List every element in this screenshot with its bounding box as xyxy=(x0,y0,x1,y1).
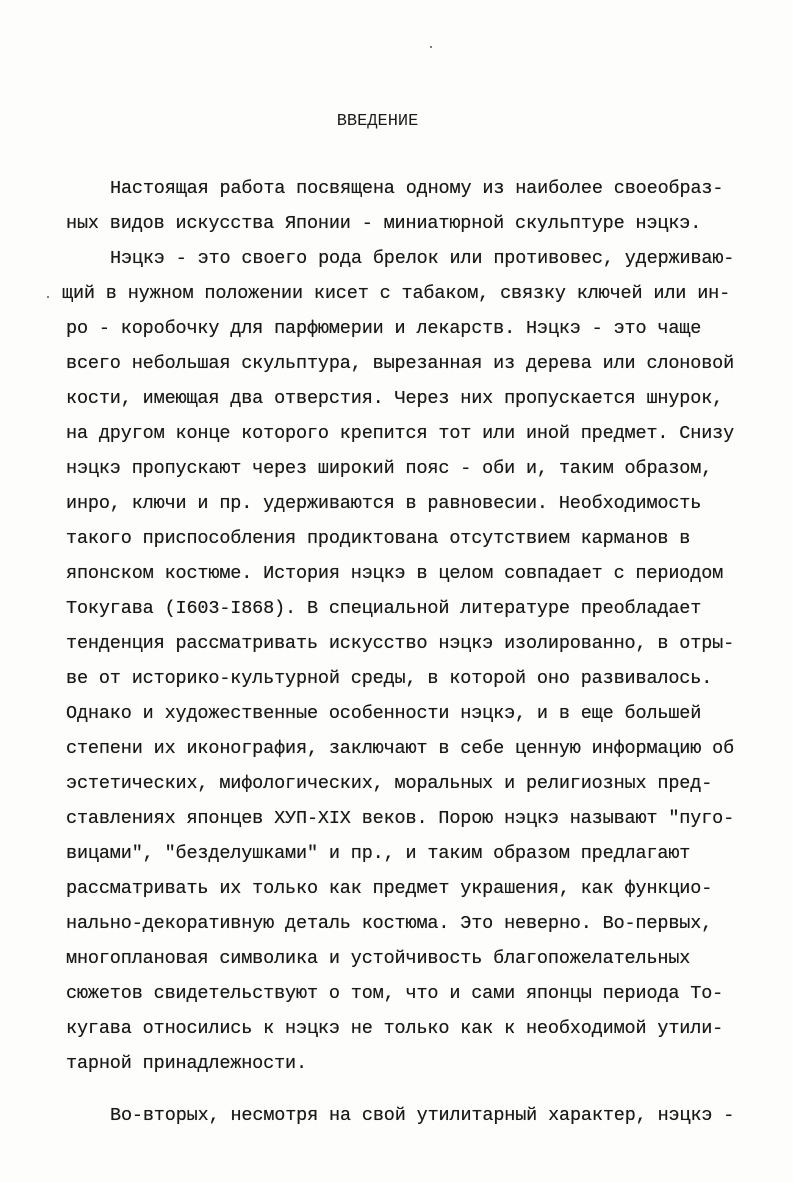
text-line: кости, имеющая два отверстия. Через них пропускается шнурок, xyxy=(66,388,724,409)
page-title: ВВЕДЕНИЕ xyxy=(336,112,419,131)
text-line: нэцкэ пропускают через широкий пояс - оби и, таким образом, xyxy=(66,458,713,479)
text-line: Во-вторых, несмотря на свой утилитарный характер, нэцкэ - xyxy=(110,1105,735,1126)
text-line: ве от историко-культурной среды, в которой оно развивалось. xyxy=(66,668,713,689)
text-line: тарной принадлежности. xyxy=(66,1053,307,1074)
text-line: степени их иконография, заключают в себе ценную информацию об xyxy=(66,738,735,759)
text-line: щий в нужном положении кисет с табаком, связку ключей или ин- xyxy=(62,283,731,304)
text-line: ро - коробочку для парфюмерии и лекарств. Нэцкэ - это чаще xyxy=(66,318,702,339)
text-line: кугава относились к нэцкэ не только как к необходимой утили- xyxy=(66,1018,724,1039)
text-line: инро, ключи и пр. удерживаются в равновесии. Необходимость xyxy=(66,493,702,514)
text-line: ных видов искусства Японии - миниатюрной скульптуре нэцкэ. xyxy=(66,213,702,234)
text-line: всего небольшая скульптура, вырезанная из дерева или слоновой xyxy=(66,353,735,374)
text-line: на другом конце которого крепится тот или иной предмет. Снизу xyxy=(66,423,735,444)
text-line: такого приспособления продиктована отсутствием карманов в xyxy=(66,528,691,549)
text-line: Настоящая работа посвящена одному из наиболее своеобраз- xyxy=(110,178,724,199)
text-line: Токугава (I603-I868). В специальной литературе преобладает xyxy=(66,598,702,619)
text-line: рассматривать их только как предмет украшения, как функцио- xyxy=(66,878,713,899)
text-line: нально-декоративную деталь костюма. Это неверно. Во-первых, xyxy=(66,913,713,934)
scan-speck xyxy=(47,296,49,298)
text-line: вицами", "безделушками" и пр., и таким образом предлагают xyxy=(66,843,691,864)
text-line: эстетических, мифологических, моральных и религиозных пред- xyxy=(66,773,713,794)
text-line: тенденция рассматривать искусство нэцкэ изолированно, в отры- xyxy=(66,633,735,654)
text-line: ставлениях японцев ХУП-XIX веков. Порою нэцкэ называют "пуго- xyxy=(66,808,735,829)
text-line: Нэцкэ - это своего рода брелок или противовес, удерживаю- xyxy=(110,248,735,269)
text-line: японском костюме. История нэцкэ в целом совпадает с периодом xyxy=(66,563,724,584)
scan-speck xyxy=(430,46,432,48)
text-line: сюжетов свидетельствуют о том, что и сами японцы периода То- xyxy=(66,983,724,1004)
text-line: многоплановая символика и устойчивость благопожелательных xyxy=(66,948,691,969)
text-line: Однако и художественные особенности нэцкэ, и в еще большей xyxy=(66,703,702,724)
